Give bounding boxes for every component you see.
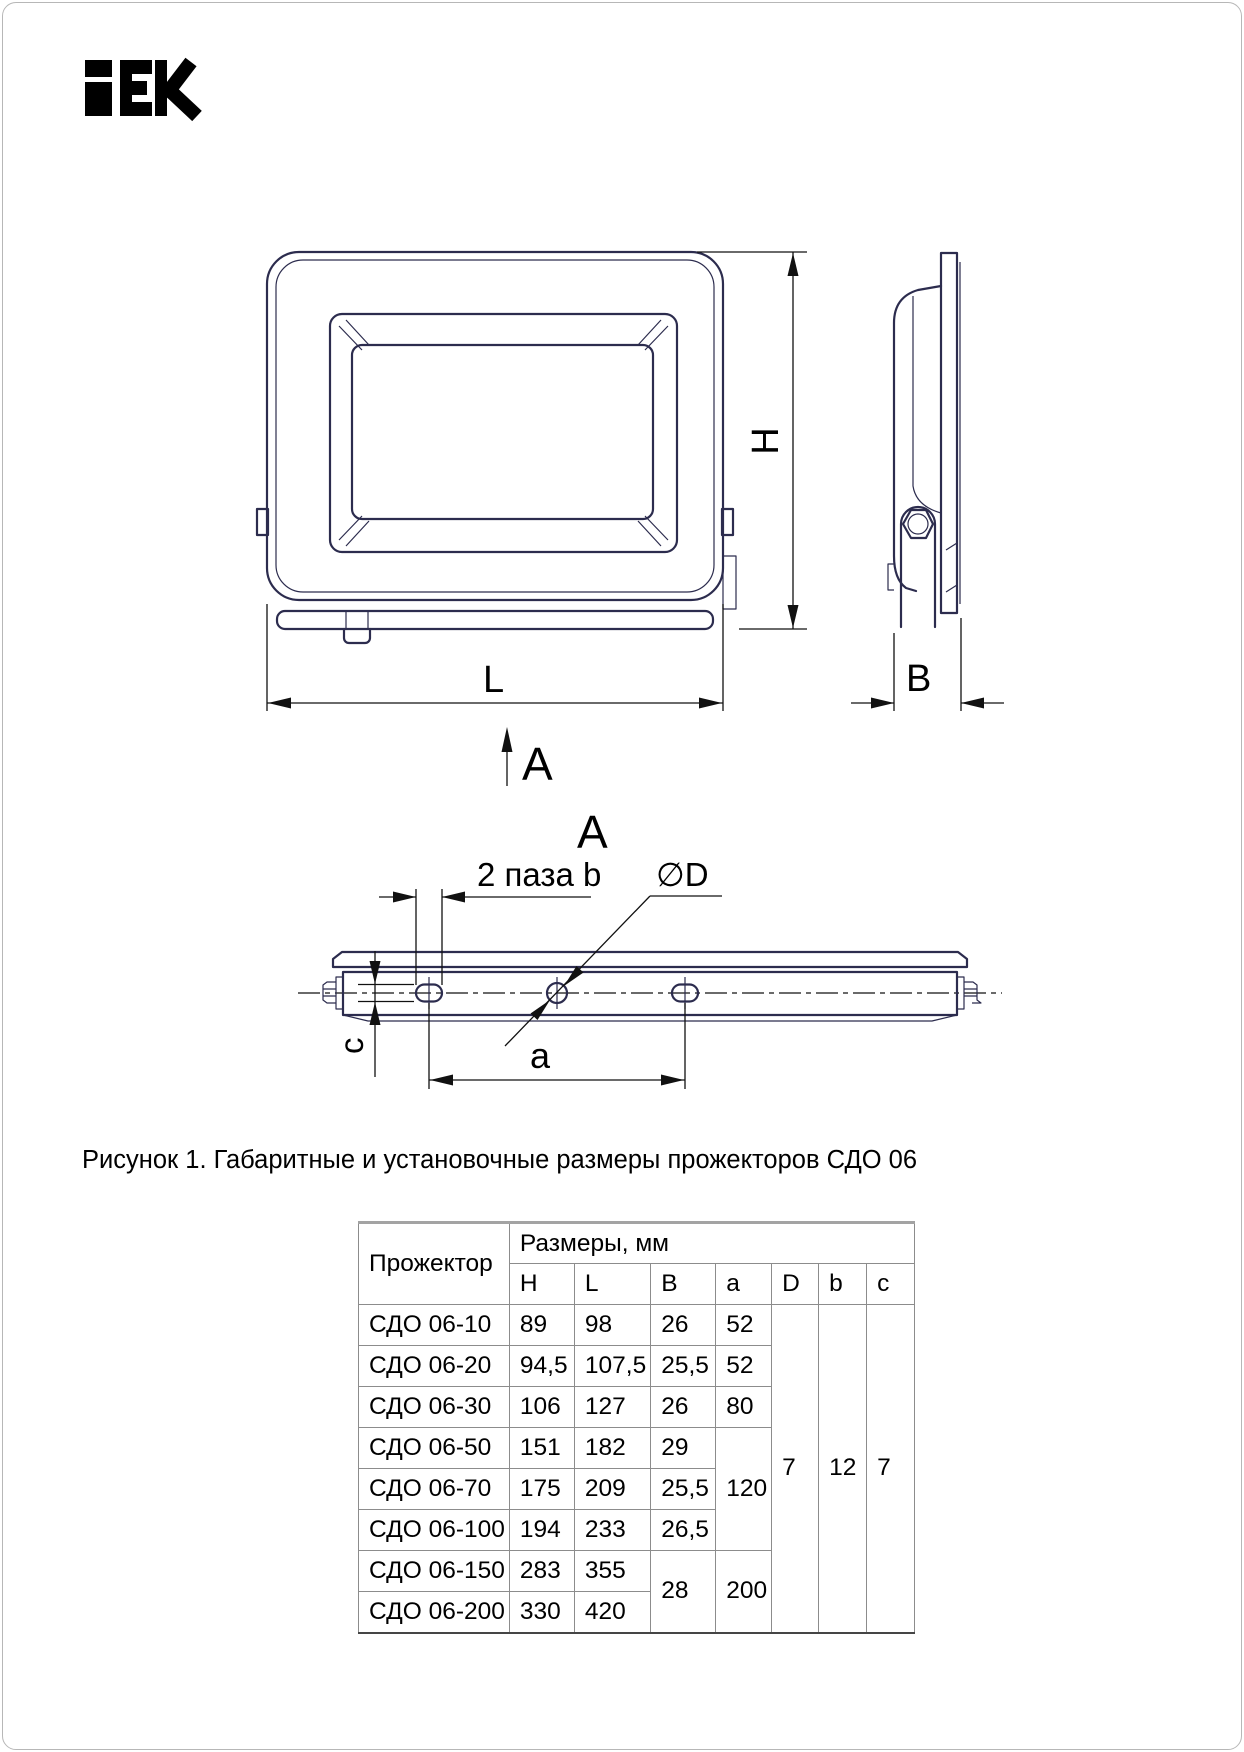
cell-H: 94,5 [509,1346,574,1387]
cell-H: 89 [509,1305,574,1346]
section-arrow-label: A [522,738,553,790]
dim-slots-b [379,856,601,985]
cell-L: 98 [574,1305,650,1346]
cell-B: 29 [651,1428,716,1469]
table-header-row [359,1223,915,1264]
section-view [298,952,1002,1021]
cell-name: СДО 06-50 [359,1428,510,1469]
dim-a-label: a [530,1035,551,1076]
cell-L: 107,5 [574,1346,650,1387]
cell-L: 209 [574,1469,650,1510]
cell-name: СДО 06-200 [359,1592,510,1633]
technical-drawing [150,210,1100,1110]
cell-L: 233 [574,1510,650,1551]
col-header-b: b [819,1264,867,1305]
iek-logo [80,52,210,122]
cell-B: 26,5 [651,1510,716,1551]
dim-c-label: c [333,1037,370,1054]
dim-L-label: L [483,659,505,701]
side-bracket-arm [901,507,935,627]
bracket-foot [344,629,370,643]
col-header-D: D [772,1264,819,1305]
dim-slots-label: 2 паза b [477,856,602,893]
col-header-c: c [867,1264,915,1305]
dim-B-label: B [906,658,932,700]
col-header-dimensions: Размеры, мм [509,1223,914,1264]
section-arrow [502,727,609,858]
lens-bevel-lines [339,320,668,546]
cell-B: 26 [651,1305,716,1346]
cell-name: СДО 06-20 [359,1346,510,1387]
cell-a: 52 [716,1346,772,1387]
cell-B: 26 [651,1387,716,1428]
cell-H: 106 [509,1387,574,1428]
cell-B: 28 [651,1551,716,1633]
cell-a: 80 [716,1387,772,1428]
section-view-label: A [577,806,608,858]
cell-c: 7 [867,1305,915,1633]
dim-L [267,604,723,711]
bracket-plate-edge [333,952,967,967]
col-header-H: H [509,1264,574,1305]
cell-B: 25,5 [651,1346,716,1387]
cell-L: 355 [574,1551,650,1592]
right-bracket-arm [723,556,736,609]
dim-H-label: H [745,427,787,455]
col-header-L: L [574,1264,650,1305]
col-header-product: Прожектор [359,1223,510,1305]
cell-H: 283 [509,1551,574,1592]
cell-L: 127 [574,1387,650,1428]
iek-logo-glyphs [85,60,197,116]
cell-H: 175 [509,1469,574,1510]
side-front-panel [941,253,957,613]
cell-H: 151 [509,1428,574,1469]
side-view [888,253,960,627]
col-header-a: a [716,1264,772,1305]
figure-caption: Рисунок 1. Габаритные и установочные размеры прожекторов СДО 06 [82,1146,918,1174]
dim-hole-label: ∅D [656,856,709,893]
cell-H: 194 [509,1510,574,1551]
cell-name: СДО 06-100 [359,1510,510,1551]
dim-B [851,618,1004,711]
cell-b: 12 [819,1305,867,1633]
cell-a: 200 [716,1551,772,1633]
cell-a: 120 [716,1428,772,1551]
front-view [257,252,736,643]
cell-a: 52 [716,1305,772,1346]
cell-name: СДО 06-30 [359,1387,510,1428]
cell-name: СДО 06-70 [359,1469,510,1510]
cell-B: 25,5 [651,1469,716,1510]
cell-name: СДО 06-10 [359,1305,510,1346]
mounting-bracket-bar [277,611,713,629]
cell-D: 7 [772,1305,819,1633]
cell-L: 182 [574,1428,650,1469]
cell-L: 420 [574,1592,650,1633]
dimensions-table [358,1221,915,1634]
cell-H: 330 [509,1592,574,1633]
cell-name: СДО 06-150 [359,1551,510,1592]
col-header-B: B [651,1264,716,1305]
table-row [359,1305,915,1346]
